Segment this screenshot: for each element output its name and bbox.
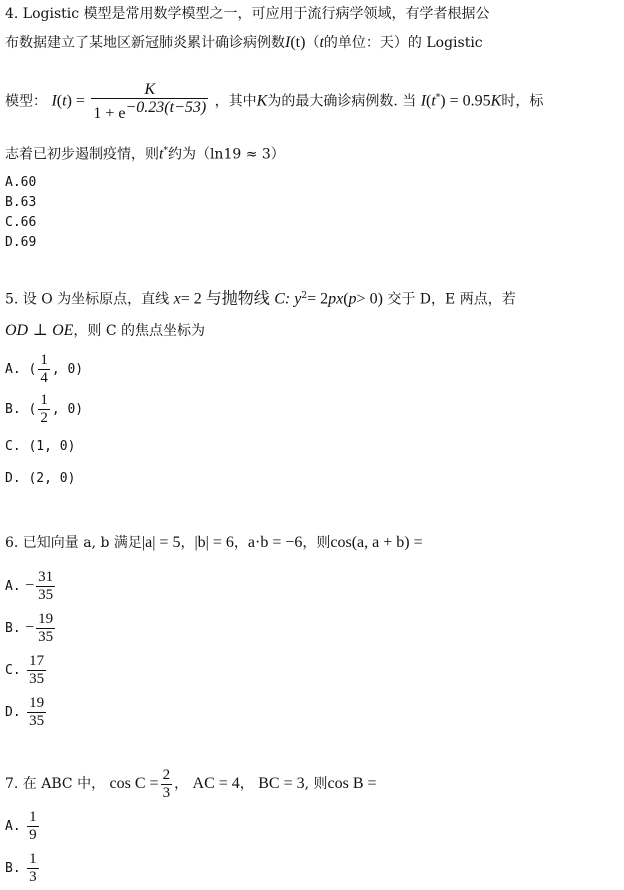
q4-option-c[interactable]: C.66	[5, 215, 37, 230]
q5-line-2: OD ⊥ OE，则 C 的焦点坐标为	[5, 322, 206, 339]
q4-option-b[interactable]: B.63	[5, 195, 37, 210]
q4-line-1	[5, 5, 490, 23]
q5-option-a[interactable]: A. ( $\frac{1}{4}$ , 0)	[5, 351, 84, 386]
q7-cos-fraction: $\frac{2}{3}$	[162, 766, 171, 801]
q6-option-d[interactable]: D. $\frac{19}{35}$	[5, 694, 45, 729]
q7-option-b[interactable]: B. $\frac{1}{3}$	[5, 850, 37, 885]
q4-line-3: 模型： I(t) = $\frac{K}{1 + e^{-0.23(t-53)}}$ ，其中K为的最大确诊病例数. 当 I(t*) = 0.95K时，标	[5, 80, 544, 122]
q5-option-b[interactable]: B. ( $\frac{1}{2}$ , 0)	[5, 391, 84, 426]
q7-option-a-fraction: $\frac{1}{9}$	[29, 808, 37, 843]
q7-line-1: 7. 在 ABC 中， cos C = $\frac{2}{3}$ ， AC = 4， BC = 3, 则cos B =	[5, 766, 377, 801]
q6-option-c-fraction: $\frac{17}{35}$	[29, 652, 45, 687]
q6-option-b-fraction: $\frac{19}{35}$	[38, 610, 54, 645]
q4-option-a[interactable]: A.60	[5, 175, 37, 190]
q5-option-a-fraction: $\frac{1}{4}$	[40, 351, 48, 386]
q4-stem-text: 4. Logistic 模型是常用数学模型之一，可应用于流行病学领域，有学者根据公	[5, 6, 490, 22]
q6-option-a-fraction: $\frac{31}{35}$	[38, 568, 54, 603]
q6-option-a[interactable]: A. − $\frac{31}{35}$	[5, 568, 54, 603]
logistic-fraction: $\frac{K}{1 + e^{-0.23(t-53)}}$	[93, 80, 207, 122]
q6-option-d-fraction: $\frac{19}{35}$	[29, 694, 45, 729]
q4-line-2: 布数据建立了某地区新冠肺炎累计确诊病例数I(t)（t的单位：天）的 Logistic	[5, 34, 483, 51]
q5-option-b-fraction: $\frac{1}{2}$	[40, 391, 48, 426]
q4-option-d[interactable]: D.69	[5, 235, 37, 250]
q5-option-d[interactable]: D. (2, 0)	[5, 471, 76, 486]
q6-option-c[interactable]: C. $\frac{17}{35}$	[5, 652, 45, 687]
q7-option-a[interactable]: A. $\frac{1}{9}$	[5, 808, 37, 843]
q6-line-1: 6. 已知向量 a, b 满足|a| = 5，|b| = 6，a·b = −6，则cos(a, a + b) =	[5, 534, 423, 551]
q5-line-1: 5. 设 O 为坐标原点，直线 x= 2 与抛物线 C: $y^2= 2px(p> 0)$ 交于 D，E 两点，若	[5, 290, 516, 308]
q7-option-b-fraction: $\frac{1}{3}$	[29, 850, 37, 885]
q5-option-c[interactable]: C. (1, 0)	[5, 439, 76, 454]
q4-line-4: 志着已初步遏制疫情，则t*约为（ln19 ≈ 3）	[5, 145, 285, 163]
q6-option-b[interactable]: B. − $\frac{19}{35}$	[5, 610, 54, 645]
